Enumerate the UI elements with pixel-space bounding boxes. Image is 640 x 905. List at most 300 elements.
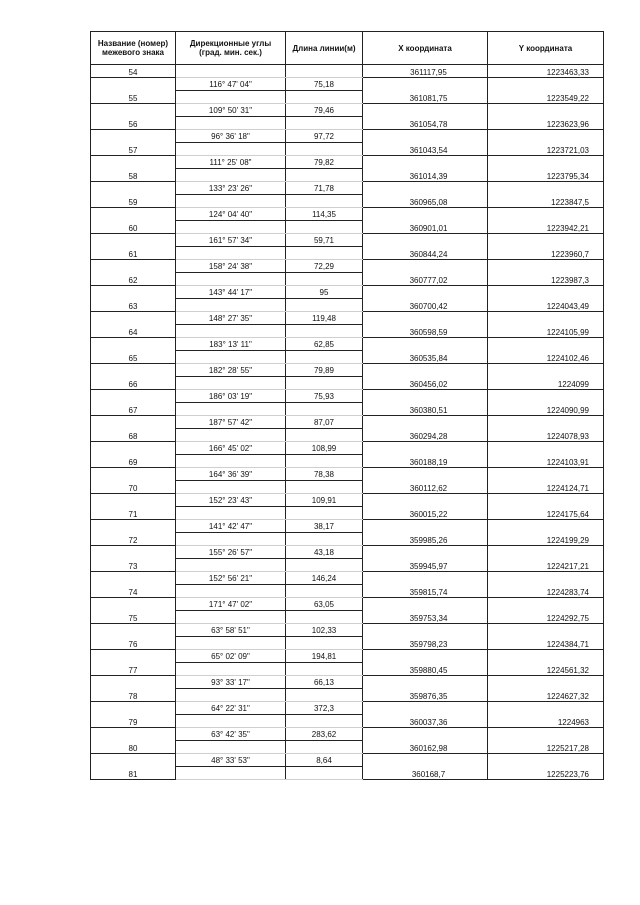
directional-angle: 166° 45' 02" — [176, 442, 286, 455]
y-coordinate: 1224078,93 — [488, 429, 604, 442]
empty-cell — [488, 260, 604, 273]
header-x-coordinate: X координата — [363, 32, 488, 65]
empty-cell — [488, 338, 604, 351]
empty-cell — [91, 182, 176, 195]
empty-cell — [363, 702, 488, 715]
empty-cell — [363, 676, 488, 689]
empty-cell — [286, 143, 363, 156]
y-coordinate: 1223960,7 — [488, 247, 604, 260]
marker-name: 59 — [91, 195, 176, 208]
line-length: 119,48 — [286, 312, 363, 325]
x-coordinate: 359880,45 — [363, 663, 488, 676]
empty-cell — [488, 234, 604, 247]
table-row — [91, 247, 604, 260]
table-row — [91, 572, 604, 585]
empty-cell — [91, 390, 176, 403]
empty-cell — [488, 546, 604, 559]
line-length: 79,46 — [286, 104, 363, 117]
directional-angle: 164° 36' 39" — [176, 468, 286, 481]
table-row — [91, 585, 604, 598]
empty-cell — [176, 403, 286, 416]
x-coordinate: 360162,98 — [363, 741, 488, 754]
x-coordinate: 359798,23 — [363, 637, 488, 650]
empty-cell — [176, 585, 286, 598]
y-coordinate: 1224292,75 — [488, 611, 604, 624]
y-coordinate: 1224199,29 — [488, 533, 604, 546]
marker-name: 63 — [91, 299, 176, 312]
empty-cell — [286, 273, 363, 286]
table-row — [91, 442, 604, 455]
empty-cell — [176, 65, 286, 78]
empty-cell — [176, 663, 286, 676]
empty-cell — [488, 572, 604, 585]
marker-name: 68 — [91, 429, 176, 442]
empty-cell — [91, 520, 176, 533]
empty-cell — [488, 182, 604, 195]
empty-cell — [176, 299, 286, 312]
table-row — [91, 741, 604, 754]
empty-cell — [286, 91, 363, 104]
table-row — [91, 429, 604, 442]
empty-cell — [176, 273, 286, 286]
empty-cell — [363, 130, 488, 143]
marker-name: 73 — [91, 559, 176, 572]
line-length: 62,85 — [286, 338, 363, 351]
directional-angle: 63° 42' 35" — [176, 728, 286, 741]
header-line-length: Длина линии(м) — [286, 32, 363, 65]
empty-cell — [91, 546, 176, 559]
table-body — [91, 65, 604, 780]
table-row — [91, 182, 604, 195]
empty-cell — [363, 572, 488, 585]
directional-angle: 124° 04' 40" — [176, 208, 286, 221]
empty-cell — [488, 468, 604, 481]
y-coordinate: 1224103,91 — [488, 455, 604, 468]
y-coordinate: 1223847,5 — [488, 195, 604, 208]
table-row — [91, 650, 604, 663]
marker-name: 79 — [91, 715, 176, 728]
empty-cell — [363, 754, 488, 767]
table-row — [91, 312, 604, 325]
empty-cell — [286, 377, 363, 390]
empty-cell — [91, 676, 176, 689]
marker-name: 71 — [91, 507, 176, 520]
table-row — [91, 221, 604, 234]
empty-cell — [363, 234, 488, 247]
x-coordinate: 360380,51 — [363, 403, 488, 416]
empty-cell — [363, 728, 488, 741]
empty-cell — [176, 195, 286, 208]
empty-cell — [488, 650, 604, 663]
empty-cell — [176, 741, 286, 754]
line-length: 66,13 — [286, 676, 363, 689]
empty-cell — [488, 624, 604, 637]
table-row — [91, 117, 604, 130]
x-coordinate: 360598,59 — [363, 325, 488, 338]
x-coordinate: 360456,02 — [363, 377, 488, 390]
y-coordinate: 1224175,64 — [488, 507, 604, 520]
empty-cell — [363, 364, 488, 377]
directional-angle: 158° 24' 38" — [176, 260, 286, 273]
directional-angle: 64° 22' 31" — [176, 702, 286, 715]
empty-cell — [91, 286, 176, 299]
table-row — [91, 468, 604, 481]
table-row — [91, 351, 604, 364]
x-coordinate: 360112,62 — [363, 481, 488, 494]
line-length: 102,33 — [286, 624, 363, 637]
table-row — [91, 455, 604, 468]
y-coordinate: 1224124,71 — [488, 481, 604, 494]
directional-angle: 183° 13' 11" — [176, 338, 286, 351]
x-coordinate: 361054,78 — [363, 117, 488, 130]
header-marker-name: Название (номер) межевого знака — [91, 32, 176, 65]
x-coordinate: 359985,26 — [363, 533, 488, 546]
table-row — [91, 208, 604, 221]
line-length: 146,24 — [286, 572, 363, 585]
empty-cell — [363, 546, 488, 559]
y-coordinate: 1224102,46 — [488, 351, 604, 364]
empty-cell — [176, 481, 286, 494]
table-row — [91, 286, 604, 299]
directional-angle: 65° 02' 09" — [176, 650, 286, 663]
coordinate-document — [90, 31, 604, 780]
marker-name: 61 — [91, 247, 176, 260]
empty-cell — [286, 299, 363, 312]
empty-cell — [488, 676, 604, 689]
empty-cell — [91, 624, 176, 637]
directional-angle: 109° 50' 31" — [176, 104, 286, 117]
empty-cell — [91, 156, 176, 169]
empty-cell — [91, 572, 176, 585]
empty-cell — [488, 416, 604, 429]
y-coordinate: 1223549,22 — [488, 91, 604, 104]
marker-name: 69 — [91, 455, 176, 468]
empty-cell — [363, 624, 488, 637]
table-row — [91, 533, 604, 546]
x-coordinate: 360535,84 — [363, 351, 488, 364]
empty-cell — [176, 429, 286, 442]
line-length: 8,64 — [286, 754, 363, 767]
empty-cell — [91, 312, 176, 325]
line-length: 95 — [286, 286, 363, 299]
y-coordinate: 1223795,34 — [488, 169, 604, 182]
line-length: 43,18 — [286, 546, 363, 559]
table-row — [91, 338, 604, 351]
empty-cell — [286, 611, 363, 624]
empty-cell — [91, 260, 176, 273]
empty-cell — [363, 260, 488, 273]
empty-cell — [363, 182, 488, 195]
empty-cell — [176, 637, 286, 650]
directional-angle: 152° 23' 43" — [176, 494, 286, 507]
empty-cell — [91, 416, 176, 429]
empty-cell — [176, 767, 286, 780]
empty-cell — [363, 494, 488, 507]
table-row — [91, 559, 604, 572]
marker-name: 65 — [91, 351, 176, 364]
line-length: 87,07 — [286, 416, 363, 429]
empty-cell — [488, 312, 604, 325]
empty-cell — [363, 104, 488, 117]
empty-cell — [91, 338, 176, 351]
empty-cell — [176, 325, 286, 338]
x-coordinate: 361043,54 — [363, 143, 488, 156]
x-coordinate: 359945,97 — [363, 559, 488, 572]
table-row — [91, 637, 604, 650]
line-length: 63,05 — [286, 598, 363, 611]
line-length: 79,82 — [286, 156, 363, 169]
table-row — [91, 494, 604, 507]
table-row — [91, 299, 604, 312]
marker-name: 72 — [91, 533, 176, 546]
empty-cell — [286, 507, 363, 520]
table-row — [91, 390, 604, 403]
empty-cell — [286, 117, 363, 130]
empty-cell — [176, 559, 286, 572]
table-row — [91, 104, 604, 117]
empty-cell — [91, 754, 176, 767]
table-row — [91, 91, 604, 104]
table-row — [91, 130, 604, 143]
empty-cell — [176, 611, 286, 624]
empty-cell — [488, 520, 604, 533]
x-coordinate: 360188,19 — [363, 455, 488, 468]
empty-cell — [91, 650, 176, 663]
empty-cell — [488, 442, 604, 455]
y-coordinate: 1224105,99 — [488, 325, 604, 338]
directional-angle: 143° 44' 17" — [176, 286, 286, 299]
x-coordinate: 359753,34 — [363, 611, 488, 624]
directional-angle: 186° 03' 19" — [176, 390, 286, 403]
empty-cell — [176, 715, 286, 728]
marker-name: 74 — [91, 585, 176, 598]
empty-cell — [286, 689, 363, 702]
marker-name: 78 — [91, 689, 176, 702]
directional-angle: 111° 25' 08" — [176, 156, 286, 169]
empty-cell — [488, 364, 604, 377]
header-directional-angle: Дирекционные углы (град. мин. сек.) — [176, 32, 286, 65]
directional-angle: 171° 47' 02" — [176, 598, 286, 611]
line-length: 283,62 — [286, 728, 363, 741]
empty-cell — [176, 117, 286, 130]
empty-cell — [286, 221, 363, 234]
line-length: 59,71 — [286, 234, 363, 247]
empty-cell — [176, 221, 286, 234]
marker-name: 58 — [91, 169, 176, 182]
empty-cell — [363, 520, 488, 533]
empty-cell — [286, 533, 363, 546]
x-coordinate: 360294,28 — [363, 429, 488, 442]
table-row — [91, 676, 604, 689]
empty-cell — [363, 208, 488, 221]
line-length: 72,29 — [286, 260, 363, 273]
empty-cell — [363, 156, 488, 169]
empty-cell — [91, 494, 176, 507]
table-row — [91, 520, 604, 533]
line-length: 109,91 — [286, 494, 363, 507]
table-row — [91, 273, 604, 286]
table-row — [91, 481, 604, 494]
empty-cell — [91, 130, 176, 143]
empty-cell — [488, 130, 604, 143]
x-coordinate: 361081,75 — [363, 91, 488, 104]
y-coordinate: 1224099 — [488, 377, 604, 390]
marker-name: 56 — [91, 117, 176, 130]
marker-name: 70 — [91, 481, 176, 494]
coordinate-table — [90, 31, 604, 780]
empty-cell — [488, 78, 604, 91]
x-coordinate: 359815,74 — [363, 585, 488, 598]
table-row — [91, 156, 604, 169]
empty-cell — [176, 533, 286, 546]
y-coordinate: 1225223,76 — [488, 767, 604, 780]
directional-angle: 48° 33' 53" — [176, 754, 286, 767]
x-coordinate: 360901,01 — [363, 221, 488, 234]
table-row — [91, 702, 604, 715]
empty-cell — [176, 143, 286, 156]
y-coordinate: 1223721,03 — [488, 143, 604, 156]
empty-cell — [363, 338, 488, 351]
empty-cell — [91, 234, 176, 247]
empty-cell — [286, 715, 363, 728]
marker-name: 77 — [91, 663, 176, 676]
table-row — [91, 195, 604, 208]
empty-cell — [488, 728, 604, 741]
empty-cell — [176, 169, 286, 182]
empty-cell — [363, 286, 488, 299]
empty-cell — [488, 208, 604, 221]
empty-cell — [176, 247, 286, 260]
empty-cell — [176, 689, 286, 702]
table-row — [91, 624, 604, 637]
empty-cell — [488, 702, 604, 715]
directional-angle: 152° 56' 21" — [176, 572, 286, 585]
empty-cell — [91, 364, 176, 377]
empty-cell — [363, 390, 488, 403]
empty-cell — [286, 429, 363, 442]
empty-cell — [363, 416, 488, 429]
y-coordinate: 1223987,3 — [488, 273, 604, 286]
empty-cell — [488, 494, 604, 507]
x-coordinate: 360700,42 — [363, 299, 488, 312]
x-coordinate: 360037,36 — [363, 715, 488, 728]
table-row — [91, 234, 604, 247]
marker-name: 55 — [91, 91, 176, 104]
empty-cell — [91, 702, 176, 715]
table-header-row — [91, 32, 604, 65]
line-length: 108,99 — [286, 442, 363, 455]
x-coordinate: 360168,7 — [363, 767, 488, 780]
table-row — [91, 65, 604, 78]
empty-cell — [286, 455, 363, 468]
line-length: 38,17 — [286, 520, 363, 533]
x-coordinate: 361014,39 — [363, 169, 488, 182]
line-length: 75,18 — [286, 78, 363, 91]
empty-cell — [91, 468, 176, 481]
header-y-coordinate: Y координата — [488, 32, 604, 65]
empty-cell — [286, 325, 363, 338]
y-coordinate: 1224283,74 — [488, 585, 604, 598]
y-coordinate: 1225217,28 — [488, 741, 604, 754]
line-length: 78,38 — [286, 468, 363, 481]
empty-cell — [286, 403, 363, 416]
x-coordinate: 360777,02 — [363, 273, 488, 286]
empty-cell — [176, 351, 286, 364]
empty-cell — [363, 598, 488, 611]
empty-cell — [363, 312, 488, 325]
x-coordinate: 360015,22 — [363, 507, 488, 520]
marker-name: 64 — [91, 325, 176, 338]
table-row — [91, 598, 604, 611]
table-row — [91, 754, 604, 767]
line-length: 75,93 — [286, 390, 363, 403]
directional-angle: 155° 26' 57" — [176, 546, 286, 559]
y-coordinate: 1223942,21 — [488, 221, 604, 234]
line-length: 71,78 — [286, 182, 363, 195]
line-length: 372,3 — [286, 702, 363, 715]
y-coordinate: 1224963 — [488, 715, 604, 728]
table-row — [91, 546, 604, 559]
table-row — [91, 689, 604, 702]
table-row — [91, 416, 604, 429]
empty-cell — [286, 767, 363, 780]
y-coordinate: 1224627,32 — [488, 689, 604, 702]
x-coordinate: 360844,24 — [363, 247, 488, 260]
table-row — [91, 507, 604, 520]
table-row — [91, 611, 604, 624]
marker-name: 57 — [91, 143, 176, 156]
y-coordinate: 1223623,96 — [488, 117, 604, 130]
table-row — [91, 715, 604, 728]
empty-cell — [286, 559, 363, 572]
empty-cell — [488, 156, 604, 169]
empty-cell — [91, 442, 176, 455]
marker-name: 76 — [91, 637, 176, 650]
y-coordinate: 1224561,32 — [488, 663, 604, 676]
marker-name: 67 — [91, 403, 176, 416]
directional-angle: 148° 27' 35" — [176, 312, 286, 325]
directional-angle: 141° 42' 47" — [176, 520, 286, 533]
empty-cell — [488, 286, 604, 299]
empty-cell — [286, 351, 363, 364]
empty-cell — [488, 390, 604, 403]
line-length: 79,89 — [286, 364, 363, 377]
table-row — [91, 260, 604, 273]
marker-name: 60 — [91, 221, 176, 234]
y-coordinate: 1223463,33 — [488, 65, 604, 78]
empty-cell — [488, 754, 604, 767]
table-row — [91, 377, 604, 390]
directional-angle: 133° 23' 26" — [176, 182, 286, 195]
marker-name: 54 — [91, 65, 176, 78]
marker-name: 80 — [91, 741, 176, 754]
directional-angle: 96° 36' 18" — [176, 130, 286, 143]
table-row — [91, 325, 604, 338]
table-row — [91, 767, 604, 780]
x-coordinate: 361117,95 — [363, 65, 488, 78]
empty-cell — [91, 728, 176, 741]
line-length: 114,35 — [286, 208, 363, 221]
directional-angle: 116° 47' 04" — [176, 78, 286, 91]
empty-cell — [91, 598, 176, 611]
y-coordinate: 1224043,49 — [488, 299, 604, 312]
empty-cell — [488, 104, 604, 117]
directional-angle: 63° 58' 51" — [176, 624, 286, 637]
directional-angle: 161° 57' 34" — [176, 234, 286, 247]
line-length: 97,72 — [286, 130, 363, 143]
table-row — [91, 403, 604, 416]
y-coordinate: 1224217,21 — [488, 559, 604, 572]
